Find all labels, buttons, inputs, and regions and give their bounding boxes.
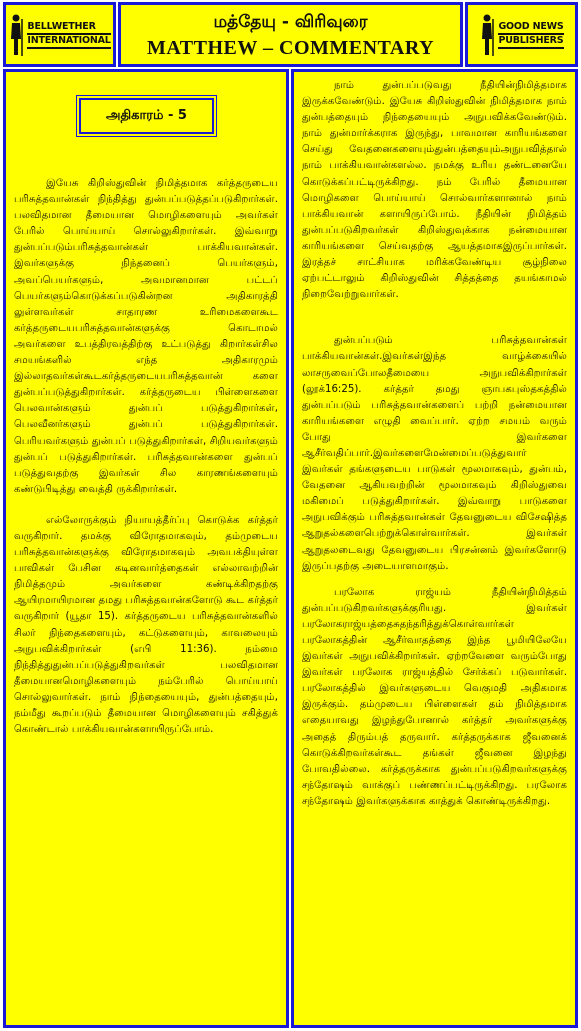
right-logo-panel bbox=[465, 2, 578, 67]
left-logo-panel bbox=[3, 2, 116, 67]
logo-line-1: GOOD NEWS bbox=[498, 21, 563, 35]
left-column-text bbox=[14, 176, 278, 738]
paragraph: நாம் துன்பப்படுவது நீதியின்நிமித்தமாக இருக்கவேண்டும். இயேசு கிறிஸ்துவின் நிமித்தமாக நாம் துன்பத்தையும் நிந்தையையும் அநுபவிக்கவேண்டும். நாம் துன்மார்க்கராக இருந்து, பாவமான காரியங்களை செய்து வேதனைகளையும்துன்பத்தையும்அநுபவித்தால் நாம் பாக்கியவான்களல்ல. நமக்கு உரிய தண்டனையே கொடுக்கப்பட்டிருக்கிறது. நம் பேரில் தீமையான மொழிகளை பொய்யாய் சொல்வார்களானால் நாம் பாக்கியவான் களாயிருப்போம். நீதியின் நிமித்தம் துன்பப்படுகிறவர்கள் கிறிஸ்துவுக்காக நன்மையான காரியங்களை செய்வதற்கு ஆயத்தமாகஇருப்பார்கள். இரத்தச் சாட்சியாக மரிக்கவேண்டிய சூழ்நிலை ஏற்பட்டாலும் கிறிஸ்துவின் சித்தத்தை தயங்காமல் நிறைவேற்றுவார்கள். bbox=[302, 80, 567, 301]
title-tamil: மத்தேயு - விரிவுரை bbox=[213, 12, 368, 32]
title-panel bbox=[118, 2, 463, 67]
paragraph: பரலோக ராஜ்யம் நீதியின்நிமித்தம் துன்பப்படுகிறவர்களுக்குரியது. இவர்கள் பரலோகராஜ்யத்தைசுதந்தரித்துக்கொள்வார்கள் பரலோகத்தின் ஆசீர்வாதத்தை இந்த பூமியிலேயே இவர்கள் அநுபவிக்கிறார்கள். ஏற்றவேளை வரும்போது இவர்கள் பரலோக ராஜ்யத்தில் சேர்க்கப் படுவார்கள். பரலோகத்தில் இவர்களுடைய வெகுமதி அதிகமாக இருக்கும். தம்முடைய பிள்ளைகள் தம் நிமித்தமாக எதையாவது இழந்துபோனால் கர்த்தர் அவர்களுக்கு அதைத் திரும்பத் தருவார். கர்த்தருக்காக ஜீவனைக் கொடுக்கிறவர்கள்கூட தங்கள் ஜீவனை இழந்து போவதில்லை. கர்த்தருக்காக துன்பப்படுகிறவர்களுக்கு சந்தோஷம் வாக்குப் பண்ணப்பட்டிருக்கிறது. பரலோக சந்தோஷம் இவர்களுக்காக காத்துக் கொண்டிருக்கிறது. bbox=[302, 586, 567, 807]
bellwether-logo bbox=[8, 13, 110, 57]
logo-line-1: BELLWETHER bbox=[27, 21, 110, 35]
good-news-logo bbox=[479, 13, 563, 57]
paragraph: எல்லோருக்கும் நியாயத்தீர்ப்பு கொடுக்க கர்த்தர் வருகிறார். தமக்கு விரோதமாகவும், தம்முடைய பரிசுத்தவான்களுக்கு விரோதமாகவும் அவபக்தியுள்ள பாவிகள் பேசின கடினவார்த்தைகள் எல்லாவற்றின் நிமித்தமும் அவர்களை கண்டிக்கிறதற்கு ஆயிரமாயிரமான தமது பரிசுத்தவான்களோடு கூட கர்த்தர் வருகிறார் (யூதா 15). கர்த்தருடைய பரிசுத்தவான்களில் சிலர் நிந்தைகளையும், கட்டுகளையும், காவலையும் அநுபவிக்கிறார்கள் (எபி 11:36). நம்மை நிந்தித்துதுன்பப்படுத்துகிறவர்கள் பலவிதமான தீமையானமொழிகளையும் நம்பேரில் பொய்யாய் சொல்லுவார்கள். நாம் நிந்தையையும், துன்பத்தையும், நம்மீது கூறப்படும் தீமையான மொழிகளையும் சகித்துக் கொண்டால் பாக்கியவான்களாயிருப்போம். bbox=[14, 514, 278, 736]
paragraph: துன்பப்படும் பரிசுத்தவான்கள் பாக்கியவான்கள்.இவர்கள்இந்த வாழ்க்கையில் லாசருவைப்போலதீமையை அநுபவிக்கிறார்கள் (லூக்16:25). கர்த்தர் தமது ஞாபகபுஸ்தகத்தில் துன்பப்படும் பரிசுத்தவான்களைப் பற்றி நன்மையான காரியங்களை எழுதி வைப்பார். ஏற்ற சமயம் வரும் போது இவர்களை ஆசீர்வதிப்பார்.இவர்களைமேன்மைப்படுத்துவார் இவர்கள் தங்களுடைய பாடுகள் மூலமாகவும், துன்பம், வேதனை ஆகியவற்றின் மூலமாகவும் கிறிஸ்துவை மகிமைப் படுத்துகிறார்கள். இவ்வாறு பாடுகளை அநுபவிக்கும் பரிசுத்தவான்கள் தேவனுடைய விசேஷித்த ஆறுதல்களைபெற்றுக்கொள்வார்கள். இவர்கள் ஆறுதலடைவது தேவனுடைய பிரசன்னம் இவர்களோடு இருப்பதற்கு அடையாளமாகும். bbox=[302, 335, 567, 572]
right-column-text bbox=[302, 78, 567, 810]
person-with-staff-icon bbox=[8, 13, 24, 57]
paragraph: இயேசு கிறிஸ்துவின் நிமித்தமாக கர்த்தருடைய பரிசுத்தவான்கள் நிந்தித்து துன்பப்படுத்தப்படுகிறார்கள். பலவிதமான தீமையான மொழிகளையும் அவர்கள் பேரில் பொய்யாய் சொல்லுகிறார்கள். இவ்வாறு துன்பப்படும்பரிசுத்தவான்கள் பாக்கியவான்கள். இவர்களுக்கு நிந்தனைப் பெயர்களும், அவப்பெயர்களும், அவமானமான பட்டப் பெயர்களும்கொடுக்கப்படுகின்றன அதிகாரத்தி லுள்ளவர்கள் சாதாரண உரிமைகளைகூட கர்த்தருடையபரிசுத்தவான்களுக்கு கொடாமல் அவர்களை உபத்திரவத்திற்கு உட்படுத்து கிறார்கள்சில சமயங்களில் எந்த அதிகாரமும் இல்லாதவர்கள்கூடகர்த்தருடையபரிசுத்தவான் களை துன்பப்படுத்துகிறார்கள். கர்த்தருடைய பிள்ளைகளை பெலவான்களும் துன்பப் படுத்துகிறார்கள், பெலவீனர்களும் துன்பப் படுத்துகிறார்கள். பெரியவர்களும் துன்பப் படுத்துகிறார்கள், சிறியவர்களும் துன்பப் படுத்துகிறார்கள். பரிசுத்தவான்களை துன்பப் படுத்துவதற்கு இவர்கள் சில காரணங்களையும் கண்டுபிடித்து வைத்தி ருக்கிறார்கள். bbox=[14, 178, 278, 495]
logo-line-2: PUBLISHERS bbox=[498, 35, 563, 49]
logo-line-2: INTERNATIONAL bbox=[27, 35, 110, 49]
person-with-staff-icon bbox=[479, 13, 495, 57]
title-english: MATTHEW – COMMENTARY bbox=[146, 37, 435, 59]
chapter-label: அதிகாரம் - 5 bbox=[79, 98, 214, 134]
